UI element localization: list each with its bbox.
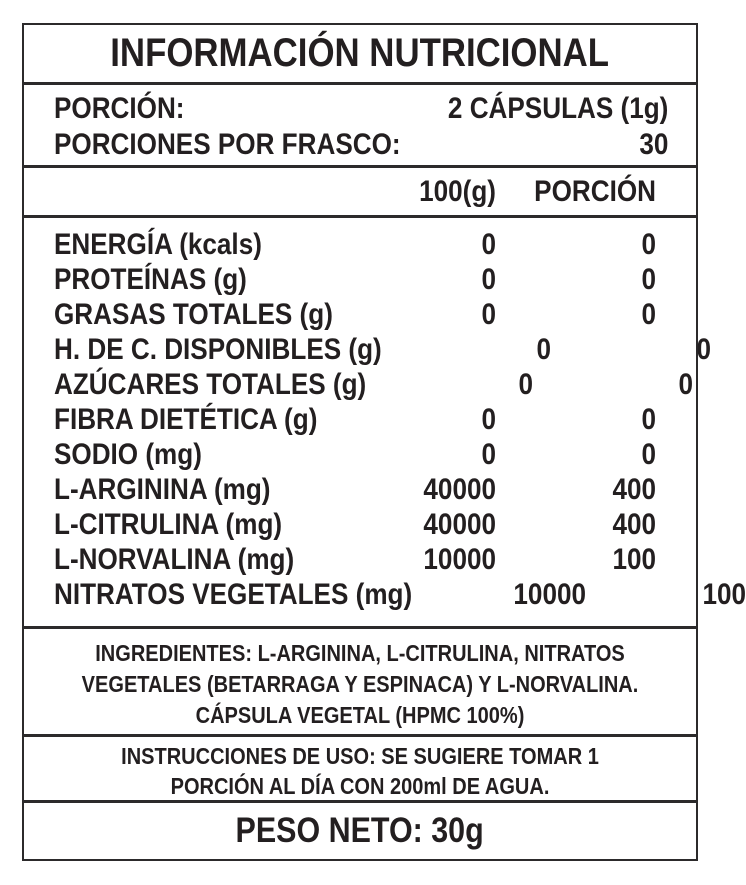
nutrient-portion-value: 100 bbox=[612, 543, 656, 576]
column-header-per100: 100(g) bbox=[419, 174, 496, 208]
nutrient-portion-value: 0 bbox=[678, 368, 693, 401]
nutrient-per100-value: 0 bbox=[536, 333, 551, 366]
nutrient-row bbox=[54, 262, 656, 297]
nutrient-row bbox=[54, 227, 656, 262]
nutrient-per100-value: 0 bbox=[481, 298, 496, 331]
nutrient-row bbox=[54, 332, 711, 367]
ingredients-line: CÁPSULA VEGETAL (HPMC 100%) bbox=[195, 702, 525, 728]
nutrient-name: GRASAS TOTALES (g) bbox=[54, 298, 333, 331]
serving-row bbox=[54, 91, 668, 127]
nutrition-label bbox=[22, 23, 746, 861]
net-weight-section bbox=[24, 803, 696, 859]
nutrient-per100-value: 40000 bbox=[423, 473, 496, 506]
nutrient-portion-value: 0 bbox=[696, 333, 711, 366]
table-header-section bbox=[24, 168, 696, 218]
nutrient-row bbox=[54, 297, 656, 332]
nutrient-portion-value: 0 bbox=[641, 263, 656, 296]
nutrient-name: AZÚCARES TOTALES (g) bbox=[54, 368, 367, 401]
nutrient-table bbox=[24, 218, 746, 629]
nutrient-per100-value: 10000 bbox=[423, 543, 496, 576]
nutrient-row bbox=[54, 507, 656, 542]
nutrient-row bbox=[54, 472, 656, 507]
ingredients-line: VEGETALES (BETARRAGA Y ESPINACA) Y L-NORVALINA. bbox=[81, 671, 639, 697]
nutrient-row bbox=[54, 577, 746, 612]
instructions-section bbox=[24, 737, 696, 803]
nutrient-portion-value: 400 bbox=[612, 473, 656, 506]
nutrient-row bbox=[54, 402, 656, 437]
table-header-row bbox=[54, 168, 656, 215]
nutrient-row bbox=[54, 542, 656, 577]
label-header bbox=[24, 25, 696, 85]
serving-label: PORCIÓN: bbox=[54, 92, 185, 125]
serving-value: 2 CÁPSULAS (1g) bbox=[447, 92, 668, 125]
nutrient-per100-value: 0 bbox=[481, 228, 496, 261]
nutrient-row bbox=[54, 437, 656, 472]
serving-label: PORCIONES POR FRASCO: bbox=[54, 128, 401, 161]
nutrient-name: L-CITRULINA (mg) bbox=[54, 508, 283, 541]
nutrient-name: H. DE C. DISPONIBLES (g) bbox=[54, 333, 382, 366]
nutrient-name: L-ARGININA (mg) bbox=[54, 473, 271, 506]
serving-section bbox=[24, 85, 696, 168]
nutrient-name: PROTEÍNAS (g) bbox=[54, 263, 247, 296]
serving-row bbox=[54, 127, 668, 163]
nutrient-portion-value: 0 bbox=[641, 403, 656, 436]
label-title: INFORMACIÓN NUTRICIONAL bbox=[110, 31, 610, 75]
nutrient-name: NITRATOS VEGETALES (mg) bbox=[54, 578, 413, 611]
nutrient-per100-value: 0 bbox=[481, 263, 496, 296]
instructions-line: PORCIÓN AL DÍA CON 200ml DE AGUA. bbox=[170, 773, 550, 799]
nutrient-portion-value: 100 bbox=[702, 578, 746, 611]
net-weight: PESO NETO: 30g bbox=[235, 811, 485, 850]
nutrient-name: L-NORVALINA (mg) bbox=[54, 543, 295, 576]
nutrient-portion-value: 0 bbox=[641, 438, 656, 471]
nutrient-per100-value: 0 bbox=[481, 438, 496, 471]
nutrient-per100-value: 0 bbox=[518, 368, 533, 401]
serving-value: 30 bbox=[638, 128, 668, 161]
nutrient-per100-value: 40000 bbox=[423, 508, 496, 541]
nutrient-row bbox=[54, 367, 693, 402]
nutrient-name: ENERGÍA (kcals) bbox=[54, 228, 262, 261]
ingredients-line: INGREDIENTES: L-ARGININA, L-CITRULINA, NITRATOS bbox=[95, 640, 625, 666]
instructions-line: INSTRUCCIONES DE USO: SE SUGIERE TOMAR 1 bbox=[121, 743, 599, 769]
nutrient-portion-value: 0 bbox=[641, 298, 656, 331]
nutrient-per100-value: 0 bbox=[481, 403, 496, 436]
ingredients-section bbox=[24, 629, 696, 737]
nutrient-portion-value: 400 bbox=[612, 508, 656, 541]
nutrient-per100-value: 10000 bbox=[513, 578, 586, 611]
nutrient-name: FIBRA DIETÉTICA (g) bbox=[54, 403, 318, 436]
nutrient-portion-value: 0 bbox=[641, 228, 656, 261]
nutrient-name: SODIO (mg) bbox=[54, 438, 202, 471]
column-header-portion: PORCIÓN bbox=[534, 174, 656, 208]
